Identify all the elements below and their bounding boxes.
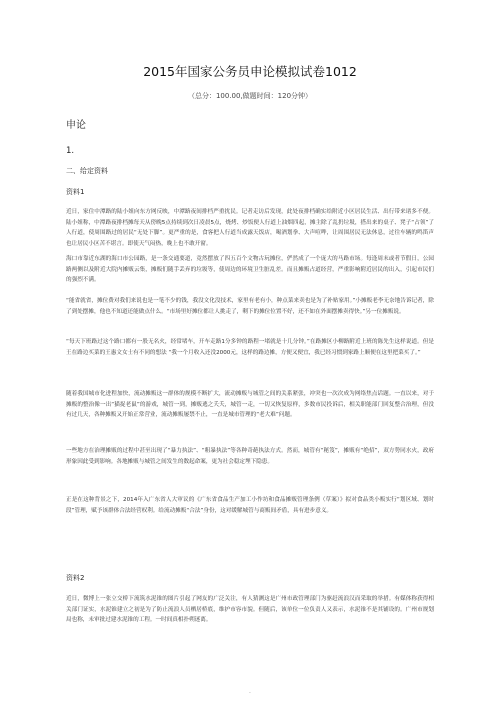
question-number: 1. — [66, 146, 75, 156]
section-heading: 申论 — [66, 120, 86, 131]
page-marker: · — [249, 690, 251, 697]
paragraph-6: 一些地方在治理摊贩的过程中甚至出现了“暴力执法”、“粗暴执法”等各种奇葩执法方式。然而，城管有“秘笈”，摊贩有“绝招”，双方势同水火，政府形象因此受到影响。各地摊贩与城管之间发生的数起命案，更为社会稳定埋下隐患。 — [66, 448, 434, 465]
paragraph-3: “能省就省，摊位费对我们来说也是一笔不少的钱，我没文化没技术，家里有老有小，种点菜来卖也是为了补贴家用。”小摊贩老李无奈地告诉记者，除了到处摆摊，他也不知道还能做点什么。“市场里好摊位都让人挑走了，剩下的摊位位置不好，还不如在外面摆摊卖得快。”另一位摊贩说。 — [66, 298, 434, 315]
materials-subheading: 二、给定资料 — [66, 167, 108, 175]
paragraph-7: 正是在这种背景之下，2014年入广东省人大审议的《广东省食品生产加工小作坊和食品摊贩管理条例（草案）》拟对食品类小贩实行“划区域、划时段”管理，赋予该群体合法经营权利。给流动摊贩“合法”身份，这对缓解城管与商贩间矛盾，具有进步意义。 — [66, 497, 434, 514]
paragraph-8: 近日，微博上一张立交桥下流筑水泥锥的图片引起了网友的广泛关注，有人猜测这是广州市政管理部门为驱赶流浪汉而采取的举措。有媒体称获得相关部门证实，水泥锥建立之初是为了防止流浪人员栖居桥底，维护市容市貌。但随后，该单位一位负责人又表示，水泥锥不是其铺设的。广州市规划局也称，未审批过建水泥锥的工程。一时间真相扑朔迷离。 — [66, 596, 434, 624]
paragraph-2: 海口市靠近东湖的海口市公园路，是一条交通要道，竟然摆放了四五百个文物古玩摊位，俨然成了一个庞大的马路市场。每逢周末或者节假日，公园路两侧以及附近大院内摊贩云集，摊贩们随手丢弃的垃圾等，使周边的环境卫生脏乱差。而且摊贩占道经营，严重影响附近居民的出入，引起市民们的强烈不满。 — [66, 256, 434, 284]
paragraph-4: “每天下班路过这个路口都有一股无名火，经常堵车，开车走路1分多钟的路程一堵就是十几分钟。”在路摊区小柳路附近上班的陈先生这样说道。但是王在路边买菜的王惠文女士有不同的想法 “我一个月收入还没2000元，这样的路边摊，方便又便宜，我已经习惯到家路上顺便在这里把菜买了。” — [66, 339, 434, 356]
material-2-heading: 资料2 — [66, 574, 85, 582]
paragraph-5: 随着我国城市化进程加快，流动摊贩这一群体的规模不断扩大，流动摊贩与城管之间的关系紧张，冲突也一次次成为网络焦点话题。一直以来，对于摊贩的整治像一出“猫捉老鼠”的游戏，城管一到，摊贩逃之夭夭，城管一走，一切又恢复原样，多数市民投诉后，相关职能部门回复整合治理，但没有过几天，各种摊贩又开始正常营业，流动摊贩屡禁不止，一直是城市管理的“老大难”问题。 — [66, 391, 434, 419]
material-1-heading: 资料1 — [66, 188, 85, 196]
exam-title: 2015年国家公务员申论模拟试卷1012 — [143, 64, 357, 79]
exam-meta: （总分：100.00,做题时间：120分钟） — [187, 92, 313, 100]
paragraph-1: 近日，家住中潭路的陆小姐向东方网反映，中潭路夜间排档严重扰民。记者走访后发现，此处夜排档确实给附近小区居民生活、出行带来诸多不便。陆小姐称，中潭路夜排档摊每天从傍晚5点持续到次日凌晨5点，烧烤、炒饭便人行道上油烟四起，摊主除了乱扔垃圾，搭出来的桌子、凳子“占领”了人行道，使周围路过的居民“无处下脚”。更严重的是，食客把人行道当成露天饭店，喝酒划拳、大声喧哗，让周围居民无法休息，过往车辆的鸣笛声也让居民小区苦不堪言。即使天气闷热，晚上也不敢开窗。 — [66, 209, 434, 247]
